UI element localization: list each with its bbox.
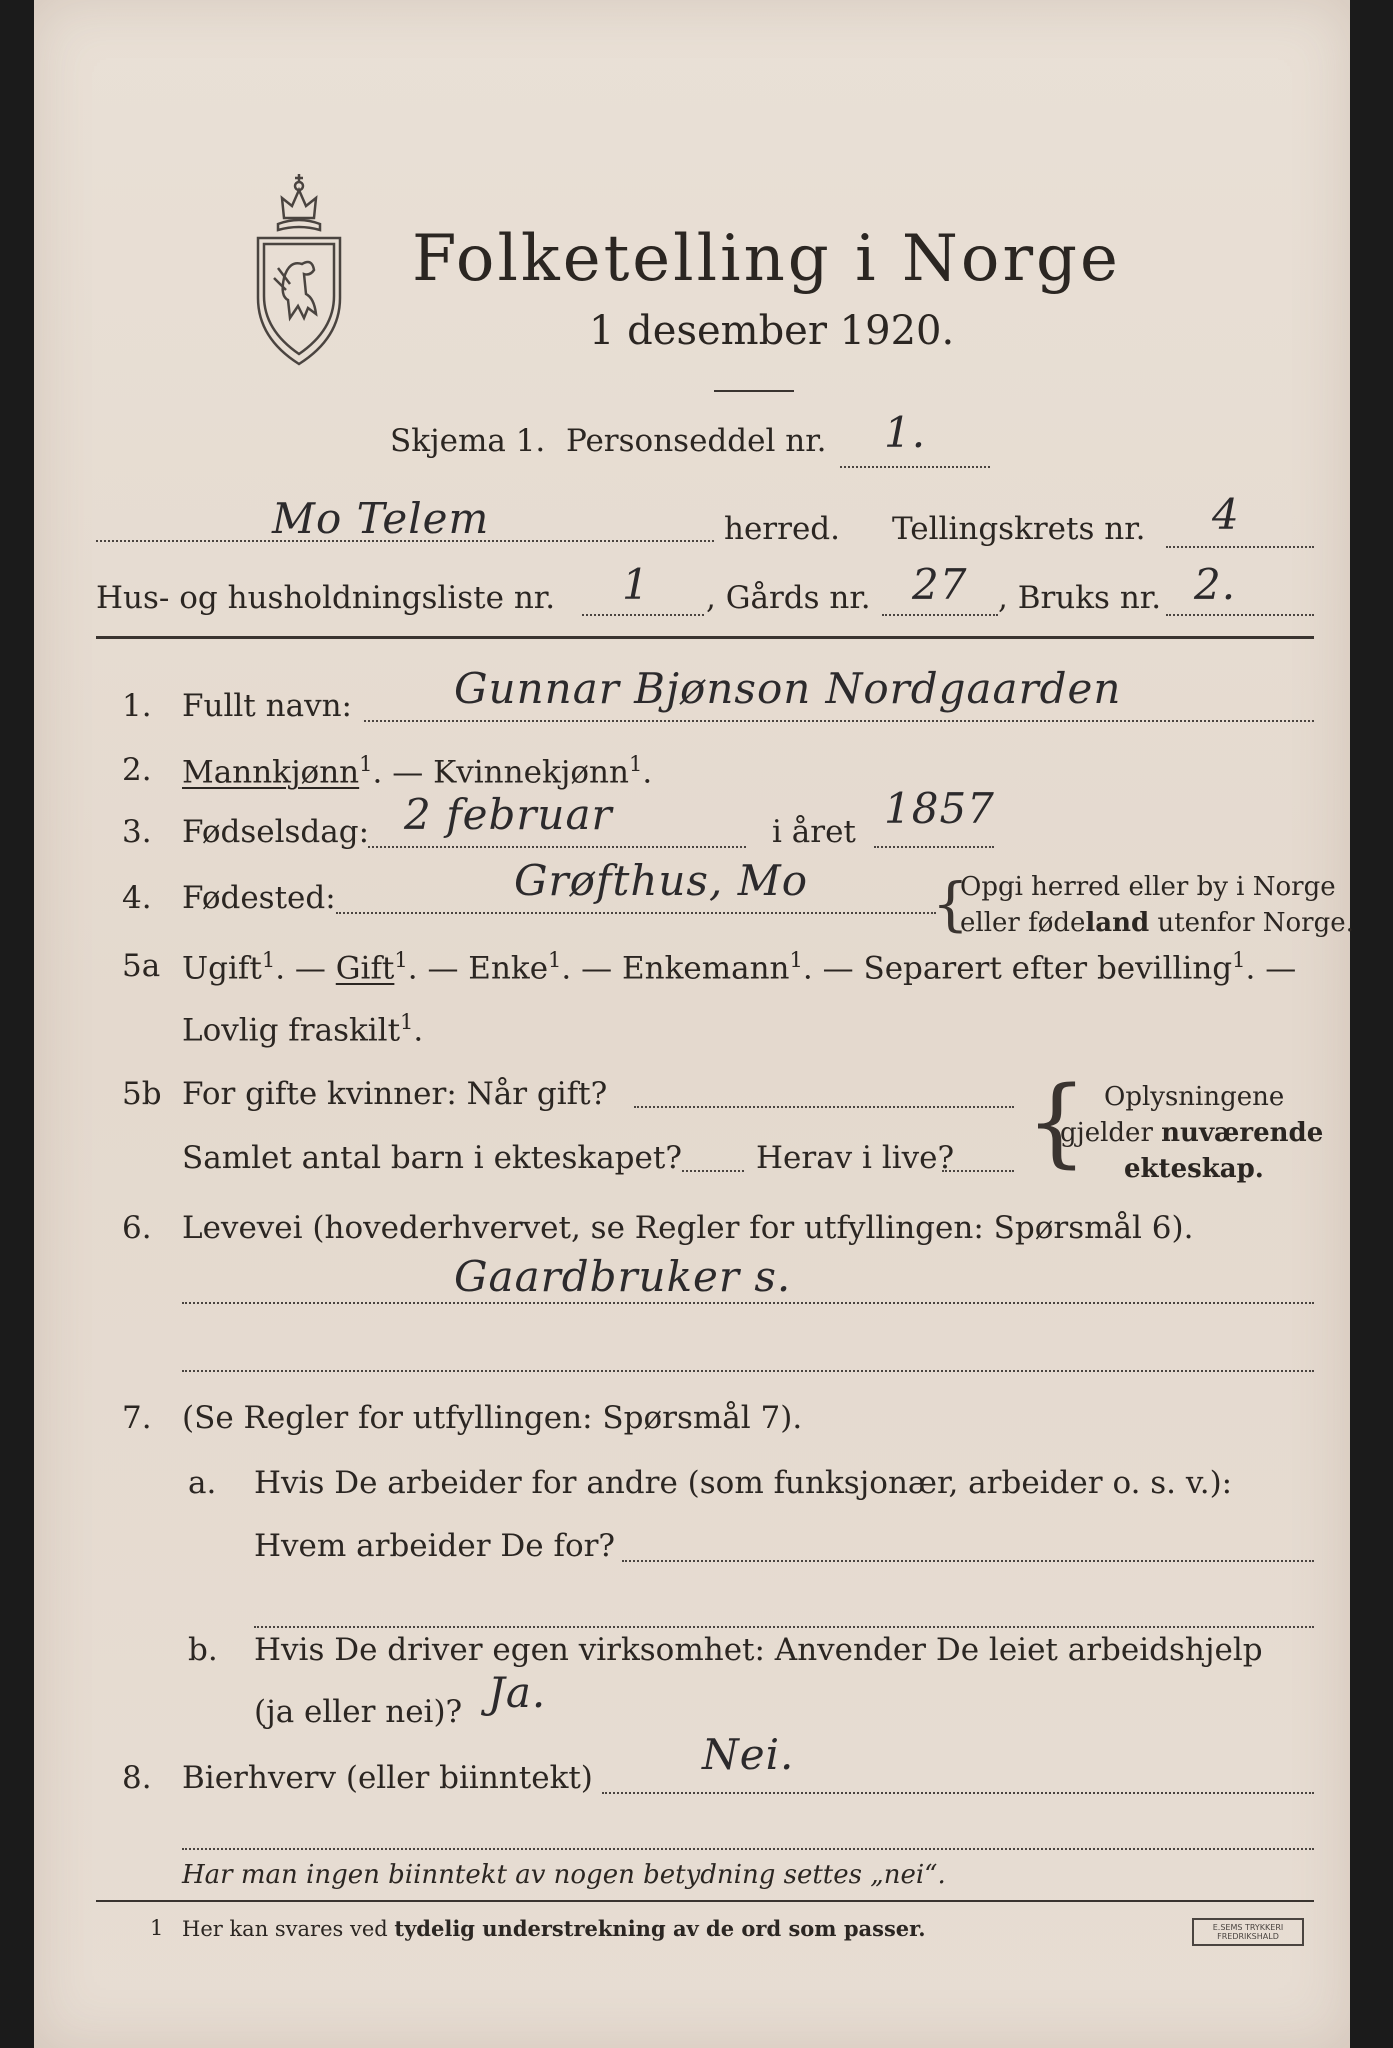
q5b-alive-line	[942, 1170, 1014, 1172]
herred-label: herred.	[724, 511, 840, 547]
q5b-note-line1: Oplysningene	[1104, 1082, 1285, 1112]
q5a-gift-option[interactable]: Gift	[335, 950, 395, 987]
q2-number: 2.	[122, 752, 152, 788]
q7b-label: Hvis De driver egen virksomhet: Anvender De leiet arbeidshjelp	[254, 1632, 1263, 1668]
q4-note-line2: eller fødeland utenfor Norge.	[960, 908, 1354, 938]
q5b-married-line	[634, 1106, 1014, 1108]
q5b-note-line3: ekteskap.	[1124, 1154, 1264, 1184]
q5a-number: 5a	[122, 948, 161, 984]
q1-label: Fullt navn:	[182, 688, 352, 724]
census-form-page	[34, 0, 1354, 2048]
q1-line	[364, 720, 1314, 722]
tellingskrets-label: Tellingskrets nr.	[892, 511, 1146, 547]
footnote-number: 1	[150, 1916, 164, 1940]
q7a-label: Hvis De arbeider for andre (som funksjonær, arbeider o. s. v.):	[254, 1465, 1233, 1501]
q5b-brace: {	[1026, 1066, 1088, 1178]
q8-line2	[182, 1848, 1314, 1850]
personseddel-label: Personseddel nr.	[566, 423, 827, 459]
gards-line	[882, 614, 998, 616]
coat-of-arms-icon	[244, 168, 354, 368]
footer-note: Har man ingen biinntekt av nogen betydning settes „nei“.	[182, 1860, 946, 1890]
q3-line	[368, 846, 746, 848]
q7b-yesno-label: (ja eller nei)?	[254, 1694, 463, 1730]
q8-line1	[602, 1792, 1314, 1794]
occupation-value[interactable]: Gaardbruker s.	[454, 1252, 792, 1301]
side-income-value[interactable]: Nei.	[702, 1730, 795, 1779]
q4-line	[336, 912, 936, 914]
q7a-employer-line2	[254, 1626, 1314, 1628]
bruks-line	[1166, 614, 1314, 616]
hus-label: Hus- og husholdningsliste nr.	[96, 580, 556, 616]
q6-label: Levevei (hovederhvervet, se Regler for utfyllingen: Spørsmål 6).	[182, 1210, 1194, 1246]
bruks-label: , Bruks nr.	[998, 580, 1162, 616]
q7-number: 7.	[122, 1400, 152, 1436]
census-date: 1 desember 1920.	[589, 308, 955, 354]
tellingskrets-line	[1166, 546, 1314, 548]
q7-label: (Se Regler for utfyllingen: Spørsmål 7).	[182, 1400, 803, 1436]
q7a-employer-line1	[622, 1560, 1314, 1562]
q4-brace: {	[932, 870, 969, 938]
q2-mann-option[interactable]: Mannkjønn	[182, 754, 360, 791]
q5a-line2: Lovlig fraskilt$^1$.	[182, 1010, 424, 1049]
personseddel-value[interactable]: 1.	[884, 408, 927, 457]
q7a-number: a.	[188, 1465, 217, 1501]
q6-number: 6.	[122, 1210, 152, 1246]
q6-line2	[182, 1370, 1314, 1372]
q2-gender-line: Mannkjønn$^1$. — Kvinnekjønn$^1$.	[182, 752, 653, 791]
q7b-value[interactable]: Ja.	[488, 1668, 547, 1717]
q3-number: 3.	[122, 814, 152, 850]
footnote-text: Her kan svares ved tydelig understrekning av de ord som passer.	[182, 1916, 926, 1941]
q8-label: Bierhverv (eller biinntekt)	[182, 1760, 593, 1796]
q5b-children-line	[682, 1170, 744, 1172]
title-divider	[714, 390, 794, 392]
herred-value[interactable]: Mo Telem	[272, 494, 490, 543]
birth-date-value[interactable]: 2 februar	[404, 790, 613, 839]
q5b-alive-label: Herav i live?	[756, 1140, 955, 1176]
q5b-number: 5b	[122, 1076, 162, 1112]
q6-line1	[182, 1302, 1314, 1304]
q1-number: 1.	[122, 688, 152, 724]
q5a-ugift-option[interactable]: Ugift	[182, 950, 262, 987]
skjema-label: Skjema 1.	[390, 423, 546, 459]
q4-label: Fødested:	[182, 880, 336, 916]
q3-year-line	[874, 846, 994, 848]
gards-value[interactable]: 27	[912, 560, 968, 609]
birthplace-value[interactable]: Grøfthus, Mo	[514, 856, 808, 905]
form-title: Folketelling i Norge	[412, 222, 1121, 296]
q7b-number: b.	[188, 1632, 218, 1668]
birth-year-value[interactable]: 1857	[884, 784, 995, 833]
q8-number: 8.	[122, 1760, 152, 1796]
printer-stamp: E.SEMS TRYKKERI FREDRIKSHALD	[1192, 1918, 1304, 1946]
q3-year-label: i året	[772, 814, 856, 850]
q4-number: 4.	[122, 880, 152, 916]
q7a-employer-label: Hvem arbeider De for?	[254, 1528, 616, 1564]
q4-note-line1: Opgi herred eller by i Norge	[960, 872, 1336, 902]
full-name-value[interactable]: Gunnar Bjønson Nordgaarden	[454, 664, 1122, 713]
q5a-status-line: Ugift$^1$. — Gift$^1$. — Enke$^1$. — Enkemann$^1$. — Separert efter bevilling$^1$. —	[182, 948, 1297, 987]
gards-label: , Gårds nr.	[706, 580, 871, 616]
bruks-value[interactable]: 2.	[1194, 560, 1237, 609]
personseddel-line	[840, 466, 990, 468]
q5b-note-line2: gjelder nuværende	[1060, 1118, 1324, 1148]
q5b-children-label: Samlet antal barn i ekteskapet?	[182, 1140, 682, 1176]
hus-line	[582, 614, 704, 616]
hus-value[interactable]: 1	[622, 560, 650, 609]
tellingskrets-value[interactable]: 4	[1212, 490, 1240, 539]
header-divider	[96, 636, 1314, 639]
q5b-label: For gifte kvinner: Når gift?	[182, 1076, 608, 1112]
footer-divider	[96, 1900, 1314, 1902]
q3-label: Fødselsdag:	[182, 814, 370, 850]
